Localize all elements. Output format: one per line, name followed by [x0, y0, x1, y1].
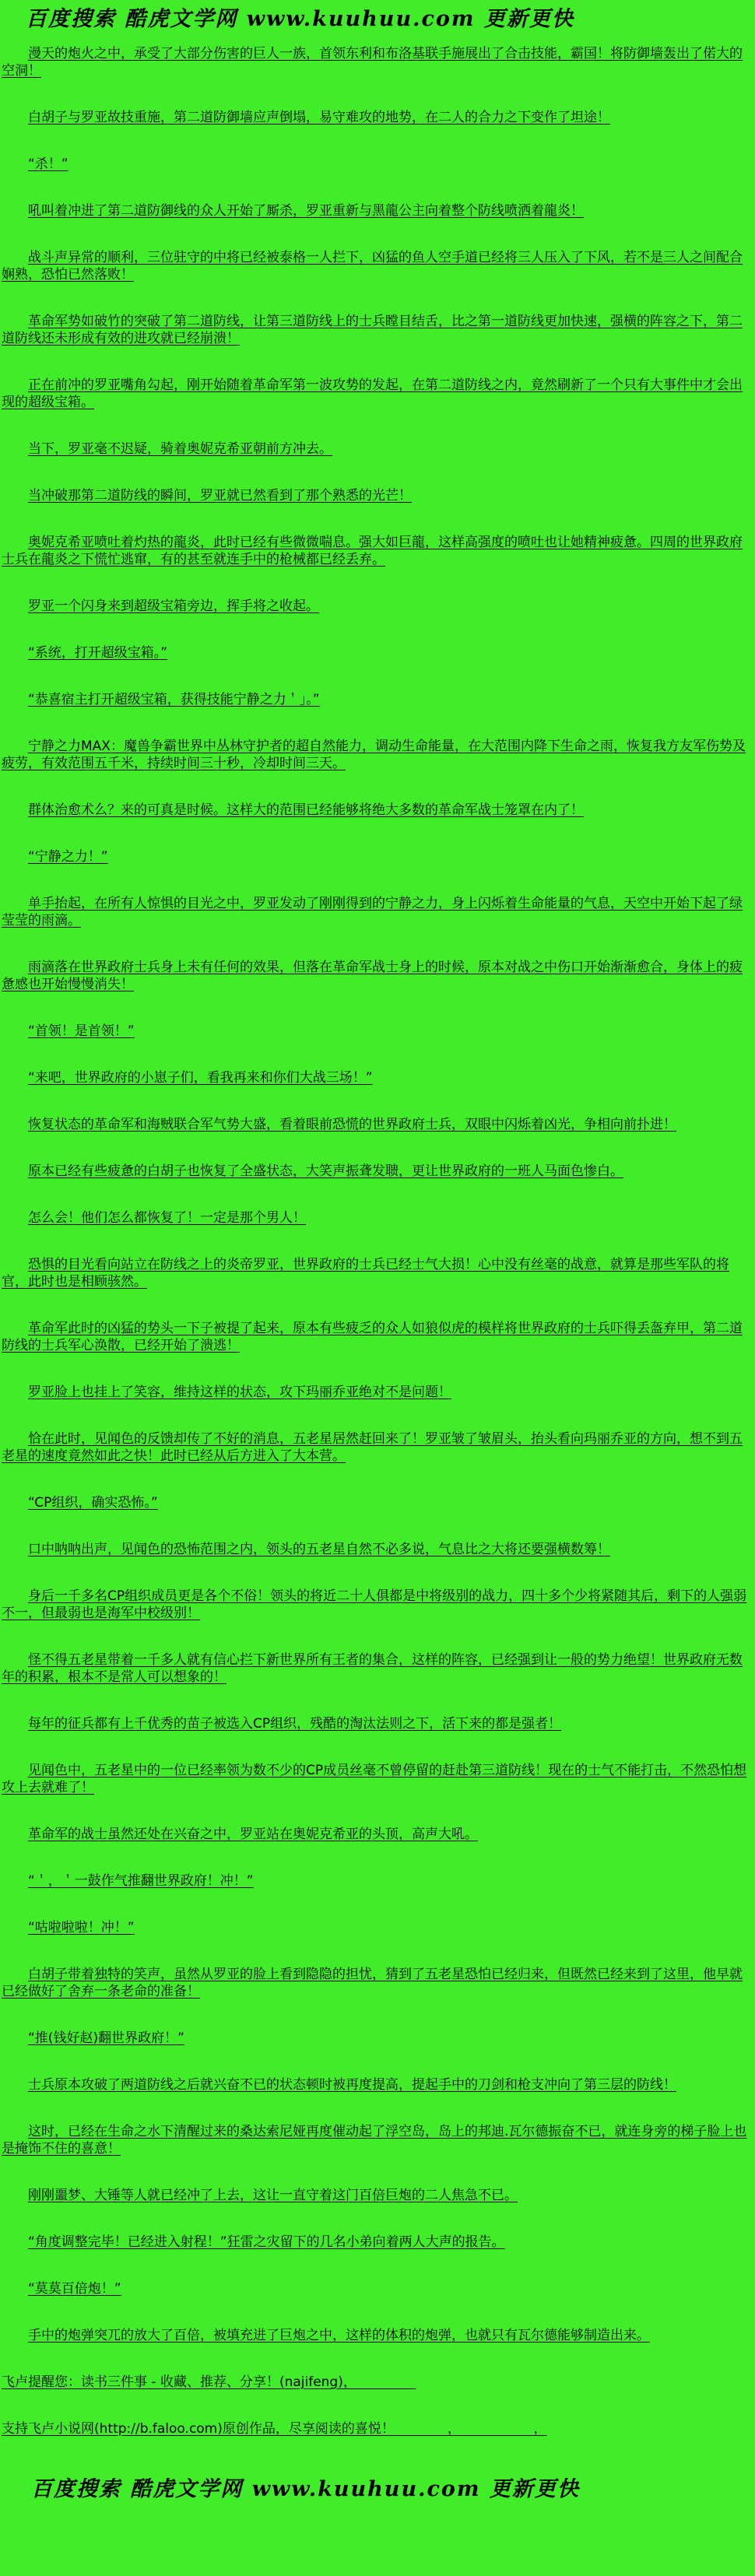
novel-paragraph: 白胡子与罗亚故技重施，第二道防御墙应声倒塌，易守难攻的地势，在二人的合力之下变作了坦途！ [28, 110, 610, 125]
novel-paragraph: 当冲破那第二道防线的瞬间，罗亚就已然看到了那个熟悉的光芒！ [28, 488, 412, 504]
novel-paragraph: 这时，已经在生命之水下清醒过来的桑达索尼娅再度催动起了浮空岛，岛上的邦迪.瓦尔德振奋不已，就连身旁的梯子脸上也是掩饰不住的喜意！ [2, 2124, 747, 2157]
novel-paragraph: “角度调整完毕！已经进入射程！”狂雷之灾留下的几名小弟向着两人大声的报告。 [28, 2234, 505, 2250]
novel-paragraph: 见闻色中，五老星中的一位已经率领为数不少的CP成员丝毫不曾停留的赶赴第三道防线！现在的士气不能打击，不然恐怕想攻上去就难了！ [2, 1763, 747, 1795]
novel-paragraph: 奥妮克希亚喷吐着灼热的龍炎，此时已经有些微微喘息。强大如巨龍，这样高强度的喷吐也让她精神疲惫。四周的世界政府士兵在龍炎之下慌忙逃窜，有的甚至就连手中的枪械都已经丢弃。 [2, 535, 743, 567]
novel-paragraphs [2, 45, 753, 2344]
novel-paragraph: 群体治愈术么？来的可真是时候。这样大的范围已经能够将绝大多数的革命军战士笼罩在内了！ [28, 802, 584, 818]
novel-paragraph: “杀！” [28, 156, 68, 172]
novel-paragraph: 正在前冲的罗亚嘴角勾起，刚开始随着革命军第一波攻势的发起，在第二道防线之内，竟然刷新了一个只有大事件中才会出现的超级宝箱。 [2, 377, 743, 410]
novel-paragraph: 雨滴落在世界政府士兵身上未有任何的效果，但落在革命军战士身上的时候，原本对战之中伤口开始渐渐愈合，身体上的疲惫感也开始慢慢消失！ [2, 960, 743, 992]
novel-paragraph: “恭喜宿主打开超级宝箱，获得技能宁静之力＇」。” [28, 692, 320, 707]
footer-banner: 百度搜索 酷虎文学网 www.kuuhuu.com 更新更快 [31, 2477, 580, 2501]
novel-paragraph: 手中的炮弹突兀的放大了百倍，被填充进了巨炮之中，这样的体积的炮弹，也就只有瓦尔德能够制造出来。 [28, 2328, 650, 2343]
novel-paragraph: 恰在此时，见闻色的反馈却传了不好的消息，五老星居然赶回来了！罗亚皱了皱眉头，抬头看向玛丽乔亚的方向，想不到五老星的速度竟然如此之快！此时已经从后方进入了大本营。 [2, 1431, 743, 1464]
novel-paragraph: 漫天的炮火之中，承受了大部分伤害的巨人一族，首领东利和布洛基联手施展出了合击技能，霸国！将防御墙轰出了偌大的空洞！ [2, 46, 743, 79]
novel-paragraph: 罗亚一个闪身来到超级宝箱旁边，挥手将之收起。 [28, 598, 319, 614]
novel-paragraph: “推(钱好赵)翻世界政府！” [28, 2030, 184, 2046]
site-notices [2, 2374, 753, 2437]
novel-paragraph: 革命军此时的凶猛的势头一下子被提了起来，原本有些疲乏的众人如狼似虎的模样将世界政府的士兵吓得丢盔弃甲，第二道防线的士兵军心涣散，已经开始了溃逃！ [2, 1321, 743, 1353]
novel-paragraph: 革命军势如破竹的突破了第二道防线，让第三道防线上的士兵瞠目结舌，比之第一道防线更加快速，强横的阵容之下，第二道防线还未形成有效的进攻就已经崩溃！ [2, 314, 743, 346]
site-notice-line: 飞卢提醒您：读书三件事 - 收藏、推荐、分享！(najifeng)， [2, 2374, 416, 2390]
novel-paragraph: 革命军的战士虽然还处在兴奋之中，罗亚站在奥妮克希亚的头顶，高声大吼。 [28, 1827, 478, 1842]
novel-paragraph: 白胡子带着独特的笑声，虽然从罗亚的脸上看到隐隐的担忧，猜到了五老星恐怕已经归来，但既然已经来到了这里，他早就已经做好了舍弃一条老命的准备！ [2, 1967, 743, 1999]
novel-paragraph: 士兵原本攻破了两道防线之后就兴奋不已的状态顿时被再度提高，提起手中的刀剑和枪支冲向了第三层的防线！ [28, 2077, 676, 2093]
novel-content [0, 45, 755, 2437]
novel-paragraph: “来吧，世界政府的小崽子们，看我再来和你们大战三场！” [28, 1070, 373, 1086]
novel-paragraph: 恐惧的目光看向站立在防线之上的炎帝罗亚，世界政府的士兵已经士气大损！心中没有丝毫的战意，就算是那些军队的将官，此时也是相顾骇然。 [2, 1257, 729, 1290]
novel-paragraph: 战斗声异常的顺利，三位驻守的中将已经被泰格一人拦下，凶猛的鱼人空手道已经将三人压入了下风，若不是三人之间配合娴熟，恐怕已然落败！ [2, 250, 743, 283]
novel-paragraph: “系统，打开超级宝箱。” [28, 645, 168, 661]
site-notice-line: 支持飞卢小说网(http://b.faloo.com)原创作品，尽享阅读的喜悦！ ， ， [2, 2421, 547, 2437]
novel-paragraph: “＇，＇一鼓作气推翻世界政府！冲！” [28, 1873, 254, 1889]
novel-paragraph: “咕啦啦啦！冲！” [28, 1920, 135, 1936]
novel-paragraph: 身后一千多名CP组织成员更是各个不俗！领头的将近二十人俱都是中将级别的战力，四十多个少将紧随其后，剩下的人强弱不一，但最弱也是海军中校级别！ [2, 1588, 747, 1621]
novel-paragraph: 怪不得五老星带着一千多人就有信心拦下新世界所有王者的集合，这样的阵容，已经强到让一般的势力绝望！世界政府无数年的积累，根本不是常人可以想象的！ [2, 1652, 743, 1685]
novel-paragraph: 恢复状态的革命军和海贼联合军气势大盛，看着眼前恐慌的世界政府士兵，双眼中闪烁着凶光，争相向前扑进！ [28, 1117, 676, 1132]
novel-paragraph: 罗亚脸上也挂上了笑容，维持这样的状态，攻下玛丽乔亚绝对不是问题！ [28, 1385, 451, 1400]
novel-paragraph: “CP组织，确实恐怖。” [28, 1495, 158, 1511]
novel-paragraph: 口中呐呐出声，见闻色的恐怖范围之内，领头的五老星自然不必多说，气息比之大将还要强横数筹！ [28, 1542, 610, 1557]
novel-paragraph: “首领！是首领！” [28, 1023, 135, 1039]
novel-paragraph: 怎么会！他们怎么都恢复了！一定是那个男人！ [28, 1210, 306, 1226]
novel-paragraph: 当下，罗亚毫不迟疑，骑着奥妮克希亚朝前方冲去。 [28, 441, 332, 457]
novel-paragraph: 宁静之力MAX：魔兽争霸世界中丛林守护者的超自然能力，调动生命能量，在大范围内降下生命之雨，恢复我方友军伤势及疲劳，有效范围五千米，持续时间三十秒，冷却时间三天。 [2, 739, 746, 771]
novel-paragraph: “莫莫百倍炮！” [28, 2281, 121, 2297]
novel-paragraph: 单手抬起，在所有人惊惧的目光之中，罗亚发动了刚刚得到的宁静之力，身上闪烁着生命能量的气息，天空中开始下起了绿莹莹的雨滴。 [2, 896, 743, 928]
novel-paragraph: 刚刚噩梦、大锤等人就已经冲了上去，这让一直守着这门百倍巨炮的二人焦急不已。 [28, 2188, 518, 2203]
novel-paragraph: 每年的征兵都有上千优秀的苗子被选入CP组织，残酷的淘汰法则之下，活下来的都是强者！ [28, 1716, 562, 1732]
header-banner: 百度搜索 酷虎文学网 www.kuuhuu.com 更新更快 [26, 7, 574, 31]
novel-paragraph: 原本已经有些疲惫的白胡子也恢复了全盛状态，大笑声振聋发聩，更让世界政府的一班人马面色惨白。 [28, 1163, 623, 1179]
novel-paragraph: “宁静之力！” [28, 849, 108, 865]
novel-paragraph: 吼叫着冲进了第二道防御线的众人开始了厮杀，罗亚重新与黑龍公主向着整个防线喷洒着龍炎！ [28, 203, 584, 219]
